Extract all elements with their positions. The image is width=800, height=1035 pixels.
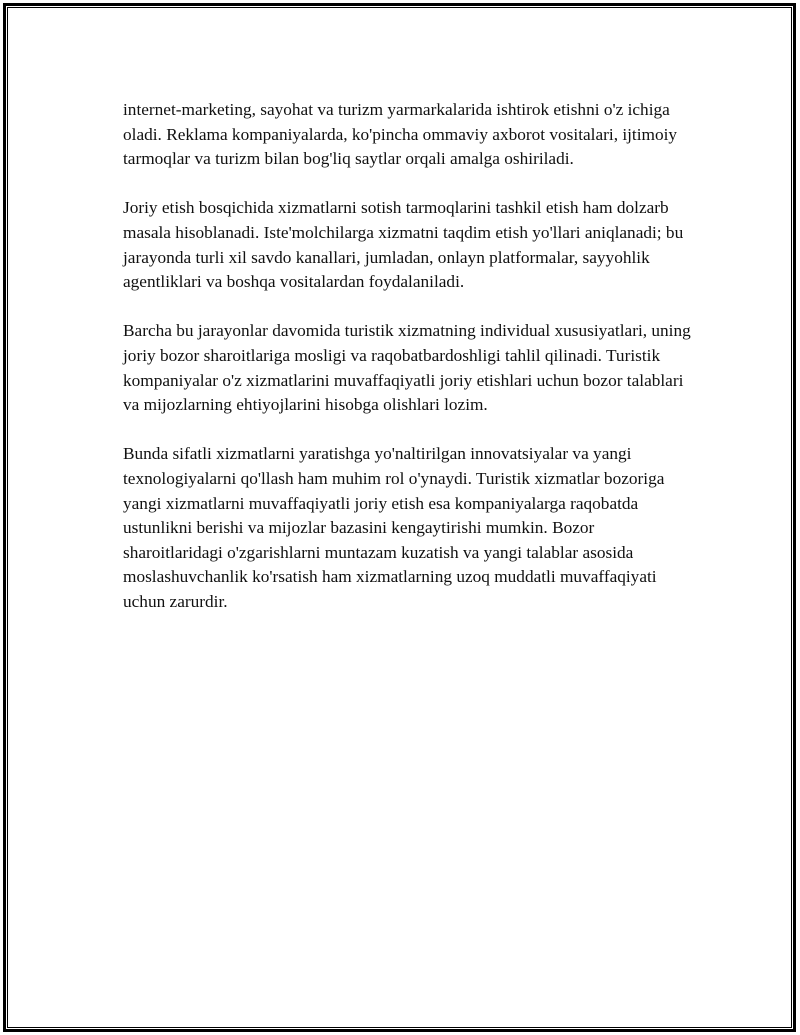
paragraph: internet-marketing, sayohat va turizm yarmarkalarida ishtirok etishni o'z ichiga oladi. Reklama kompaniyalarda, ko'pincha ommaviy axborot vositalari, ijtimoiy tarmoqlar va turizm bilan bog'liq saytlar orqali amalga oshiriladi. [123, 100, 678, 169]
document-body [123, 98, 698, 639]
paragraph: Bunda sifatli xizmatlarni yaratishga yo'naltirilgan innovatsiyalar va yangi texnologiyalarni qo'llash ham muhim rol o'ynaydi. Turistik xizmatlar bozoriga yangi xizmatlarni muvaffaqiyatli joriy etish esa kompaniyalarga raqobatda ustunlikni berishi va mijozlar bazasini kengaytirishi mumkin. Bozor sharoitlaridagi o'zgarishlarni muntazam kuzatish va yangi talablar asosida moslashuvchanlik ko'rsatish ham xizmatlarning uzoq muddatli muvaffaqiyati uchun zarurdir. [123, 444, 665, 611]
paragraph: Joriy etish bosqichida xizmatlarni sotish tarmoqlarini tashkil etish ham dolzarb masala hisoblanadi. Iste'molchilarga xizmatni taqdim etish yo'llari aniqlanadi; bu jarayonda turli xil savdo kanallari, jumladan, onlayn platformalar, sayyohlik agentliklari va boshqa vositalardan foydalaniladi. [123, 198, 684, 292]
page-frame [3, 3, 796, 1032]
paragraph: Barcha bu jarayonlar davomida turistik xizmatning individual xususiyatlari, uning joriy bozor sharoitlariga mosligi va raqobatbardoshligi tahlil qilinadi. Turistik kompaniyalar o'z xizmatlarini muvaffaqiyatli joriy etishlari uchun bozor talablari va mijozlarning ehtiyojlarini hisobga olishlari lozim. [123, 321, 691, 415]
